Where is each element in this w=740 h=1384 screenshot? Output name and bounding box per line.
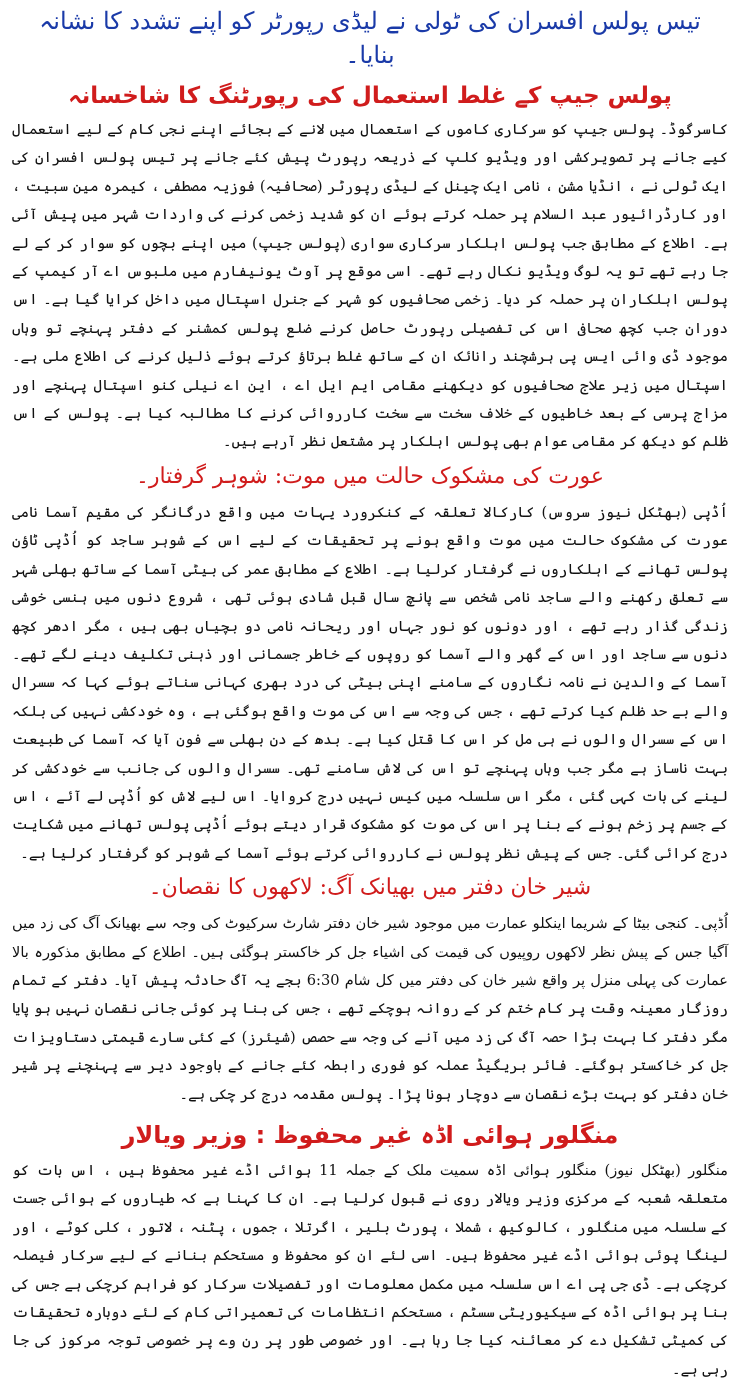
article-mangalore-airport (12, 1119, 728, 1384)
article-body: اُڈپی (بھٹکل نیوز سروس) کارکالا تعلقہ کے کنکرورد یہات میں واقع درگانگر کی مقیم آسما نامی عورت کی مشکوک حالت میں موت واقع ہونے پر تحقیقات کے لیے اس کے شوہر ساجد کو اُڈپی ٹاؤن پولس تھانے کے اہلکاروں نے گرفتار کرلیا ہے۔ اطلاع کے مطابق عمر کی بیٹی آسما کے ساتھ بھلی شہر سے تعلق رکھنے والے ساجد نامی شخص سے پانچ سال قبل شادی ہوئی تھی ، شروع دنوں میں ہنسی خوشی زندگی گذار رہے تھے ، اور دونوں کو نور جہاں اور ریحانہ نامی دو بچیاں بھی ہیں ، مگر ادھر کچھ دنوں سے ساجد اور اس کے گھر والے آسما کو روپوں کے خاطر جسمانی اور ذہنی تکلیف دینے لگے تھے۔ آسما کے والدین نے نامہ نگاروں کے سامنے اپنی بیٹی کی درد بھری کہانی سناتے ہوئے کہا کہ سسرال والے بے حد ظلم کیا کرتے تھے ، جس کی وجہ سے اس کی موت واقع ہوگئی ہے ، وہ خودکشی نہیں کی بلکہ اس کے سسرال والوں نے ہی مل کر اس کا قتل کیا ہے۔ بدھ کے دن بھلی سے فون آیا کہ آسما کی طبیعت بہت ناساز ہے مگر جب وہاں پہنچے تو اس کی لاش سامنے تھی۔ سسرال والوں کی جانب سے خودکشی کر لینے کی بات کہی گئی ، مگر اس سلسلہ میں کیس نہیں درج کروایا۔ اس لیے لاش کو اُڈپی لے آئے ، اس کے جسم پر زخم ہونے کے بنا پر اس کی موت کو مشکوک قرار دیتے ہوئے اُڈپی پولس تھانے میں شکایت درج کرائی گئی۔ جس کے پیش نظر پولس نے کارروائی کرتے ہوئے آسما کے شوہر کو گرفتار کرلیا ہے۔ (12, 503, 729, 862)
article-title: منگلور ہوائی اڈہ غیر محفوظ : وزیر ویالار (121, 1121, 619, 1149)
article-title: پولس جیپ کے غلط استعمال کی رپورٹنگ کا شاخسانہ (68, 83, 672, 109)
article-body: کاسرگوڈ۔ پولس جیپ کو سرکاری کاموں کے استعمال میں لانے کے بجائے اپنے نجی کام کے لیے استعمال کیے جانے پر تصویرکشی اور ویڈیو کلپ کے ذریعہ رپورٹ پیش کئے جانے پر تیس پولس افسران کی ایک ٹولی نے ، انڈیا مشن ، نامی ایک چینل کے لیڈی رپورٹر (صحافیہ) فوزیہ مصطفی ، کیمرہ مین سبیت ، اور کارڈرائیور عبد السلام پر حملہ کرتے ہوئے ان کو شدید زخمی کرنے کی واردات شہر میں پیش آئی ہے۔ اطلاع کے مطابق جب پولس اہلکار سرکاری سواری (پولس جیپ) میں اپنے بچوں کو سوار کر کے لے جا رہے تھے تو یہ لوگ ویڈیو نکال رہے تھے۔ اسی موقع پر آوٹ یونیفارم میں ملبوس اے آر کیمپ کے پولس اہلکاران پر حملہ کر دیا۔ زخمی صحافیوں کو شہر کے جنرل اسپتال میں داخل کرایا گیا ہے۔ اس دوران جب کچھ صحافی اس کی تفصیلی رپورٹ حاصل کرنے ضلع پولس کمشنر کے دفتر پہنچے تو وہاں موجود ڈی وائی ایس پی ہرشچند رانائک ان کے ساتھ غلط برتاؤ کرتے ہوئے ذلیل کرنے کی اطلاع ملی ہے۔ اسپتال میں زیر علاج صحافیوں کو دیکھنے مقامی ایم ایل اے ، این اے نیلی کنو اسپتال پہنچے اور مزاج پرسی کے بعد خاطیوں کے خلاف سخت سے سخت کارروائی کرنے کا مطالبہ کیا ہے۔ پولس کے اس ظلم کو دیکھ کر مقامی عوام بھی پولس اہلکار پر مشتعل نظر آرہے ہیں۔ (12, 121, 728, 451)
article-police-jeep (12, 80, 728, 457)
article-office-fire (12, 872, 728, 1109)
top-headline: تیس پولس افسران کی ٹولی نے لیڈی رپورٹر کو اپنے تشدد کا نشانہ بنایا۔ (39, 7, 701, 69)
article-title: شیر خان دفتر میں بھیانک آگ: لاکھوں کا نقصان۔ (148, 875, 592, 901)
article-title: عورت کی مشکوک حالت میں موت: شوہر گرفتار۔ (135, 463, 605, 489)
article-woman-death (12, 461, 728, 868)
article-body: اُڈپی۔ کنجی بیٹا کے شریما اینکلو عمارت میں موجود شیر خان دفتر شارٹ سرکیوٹ کی وجہ سے بھیانک آگ کی زد میں آگیا جس کے پیش نظر لاکھوں روپیوں کی قیمت کی اشیاء جل کر خاکستر ہوگئی ہیں۔ اطلاع کے مطابق مذکورہ بالا عمارت کی پہلی منزل پر واقع شیر خان کی دفتر میں کل شام 6:30 بجے یہ آگ حادثہ پیش آیا۔ دفتر کے تمام روزگار معینہ وقت پر کام ختم کر کے روانہ ہوچکے تھے ، جس کی بنا پر کوئی جانی نقصان نہیں ہو پایا مگر دفتر کا بہت بڑا حصہ آگ کی زد میں آنے کی وجہ سے حصص (شیئرز) کے کئی سارے قیمتی دستاویزات جل کر خاکستر ہوگئے۔ فائر بریگیڈ عملہ کو فوری رابطہ کئے جانے کے باوجود دیر سے پہنچنے پر شیر خان دفتر کو بہت بڑے نقصان سے دوچار ہونا پڑا۔ پولس مقدمہ درج کر چکی ہے۔ (12, 915, 728, 1103)
article-body: منگلور (بھٹکل نیوز) منگلور ہوائی اڈہ سمیت ملک کے جملہ 11 ہوائی اڈے غیر محفوظ ہیں ، اس بات کو متعلقہ شعبہ کے مرکزی وزیر ویالار روی نے قبول کرلیا ہے۔ ان کا کہنا ہے کہ طیاروں کے ہوائی جست کے سلسلہ میں منگلور ، کالوکیھ ، شملا ، پورٹ بلیر ، اگرتلا ، جموں ، پٹنہ ، لاتور ، کلی کوٹے ، اور لینگا پوئی ہوائی اڈے غیر محفوظ ہیں۔ اسی لئے ان کو محفوظ و مستحکم بنانے کے لیے سرکار فیصلہ کرچکی ہے۔ ڈی جی پی اے اس سلسلہ میں مکمل معلومات اور تفصیلات سرکار کو فراہم کرچکی ہے جس کی بنا پر ہوائی اڈہ کے سیکیوریٹی سسٹم ، مستحکم انتظامات کی تعمیراتی کام کے لئے دوبارہ تحقیقات کی کمیٹی تشکیل دے کر معائنہ کیا جا رہا ہے۔ اور خصوصی طور پر رن وے پر خصوصی توجہ مرکوز کی جا رہی ہے۔ (12, 1162, 729, 1378)
